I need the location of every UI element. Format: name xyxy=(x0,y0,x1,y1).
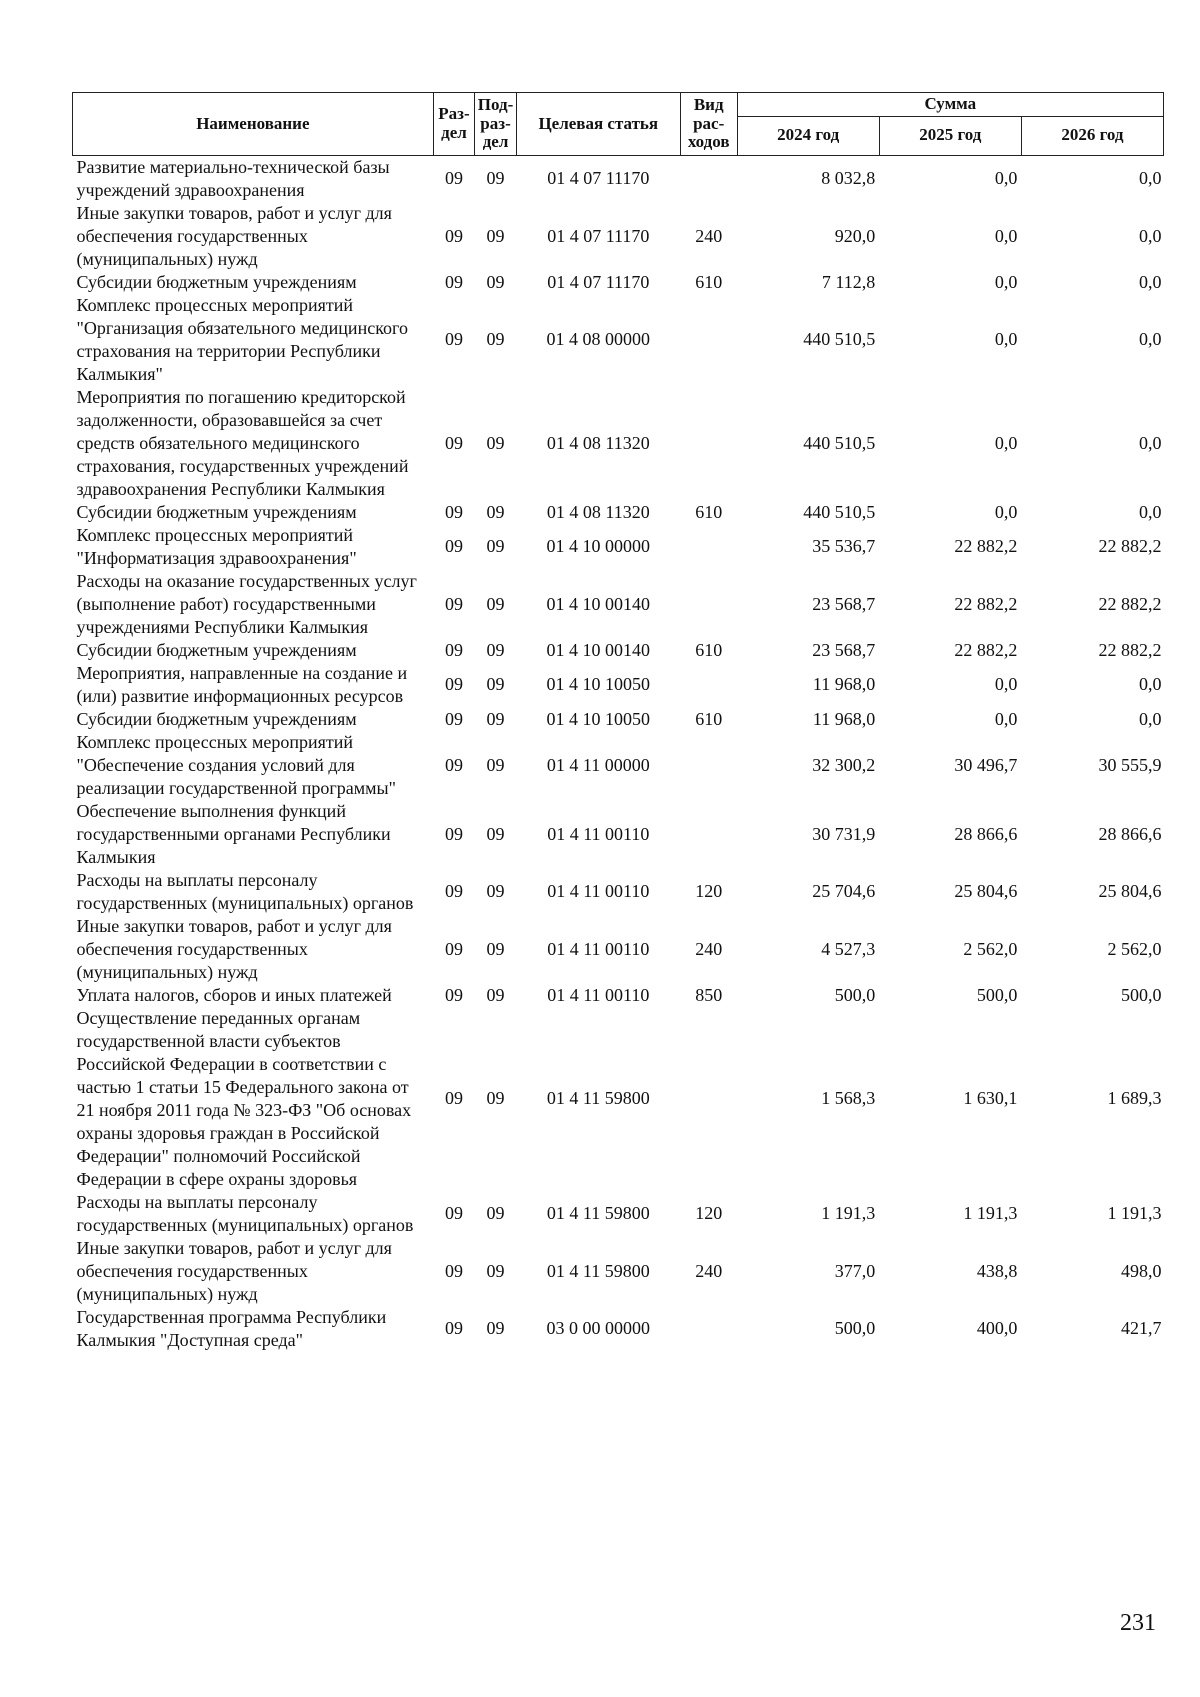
cell-sum-2026: 25 804,6 xyxy=(1098,881,1162,902)
cell-sum-2026: 2 562,0 xyxy=(1107,938,1162,959)
cell-sum-2025: 1 191,3 xyxy=(963,1203,1018,1224)
cell-sum-2026: 500,0 xyxy=(1121,984,1162,1005)
cell-name: Субсидии бюджетным учреждениям xyxy=(76,708,357,729)
cell-sum-2025: 0,0 xyxy=(994,708,1018,729)
cell-sum-2026: 0,0 xyxy=(1139,225,1162,246)
cell-sum-2025: 0,0 xyxy=(994,432,1018,453)
header-name: Наименование xyxy=(73,93,434,156)
table-row xyxy=(73,294,1164,386)
cell-vid-rashodov: 610 xyxy=(695,639,723,660)
cell-vid-rashodov xyxy=(680,1306,737,1352)
cell-sum-2026: 1 191,3 xyxy=(1107,1203,1162,1224)
cell-razdel: 09 xyxy=(445,938,463,959)
cell-sum-2024: 35 536,7 xyxy=(812,536,876,557)
cell-sum-2026: 498,0 xyxy=(1121,1260,1162,1281)
cell-sum-2025: 0,0 xyxy=(994,329,1018,350)
cell-podrazdel: 09 xyxy=(486,168,505,189)
cell-podrazdel: 09 xyxy=(486,593,505,614)
cell-podrazdel: 09 xyxy=(486,674,505,695)
cell-vid-rashodov xyxy=(680,524,737,570)
cell-sum-2025: 22 882,2 xyxy=(954,639,1018,660)
table-row xyxy=(73,1237,1164,1306)
cell-celevaya-statya: 01 4 10 10050 xyxy=(546,708,651,729)
table-row xyxy=(73,984,1164,1007)
cell-podrazdel: 09 xyxy=(486,501,505,522)
cell-name: Субсидии бюджетным учреждениям xyxy=(76,501,357,522)
cell-sum-2024: 23 568,7 xyxy=(812,593,876,614)
cell-celevaya-statya: 01 4 07 11170 xyxy=(547,168,650,189)
cell-sum-2025: 400,0 xyxy=(976,1318,1018,1339)
cell-sum-2026: 22 882,2 xyxy=(1098,536,1162,557)
cell-name: Субсидии бюджетным учреждениям xyxy=(76,271,357,292)
budget-document xyxy=(72,92,1164,1352)
cell-razdel: 09 xyxy=(445,1203,463,1224)
cell-razdel: 09 xyxy=(445,501,463,522)
cell-sum-2025: 0,0 xyxy=(994,168,1018,189)
cell-name: Расходы на выплаты персоналу государственных (муниципальных) органов xyxy=(76,1191,414,1235)
cell-celevaya-statya: 01 4 08 00000 xyxy=(546,329,651,350)
cell-sum-2025: 0,0 xyxy=(994,225,1018,246)
header-celevaya-statya: Целевая статья xyxy=(516,93,680,156)
cell-razdel: 09 xyxy=(445,674,463,695)
cell-vid-rashodov: 120 xyxy=(695,1203,723,1224)
cell-sum-2024: 30 731,9 xyxy=(812,823,876,844)
cell-vid-rashodov: 120 xyxy=(695,881,723,902)
cell-sum-2024: 25 704,6 xyxy=(812,881,876,902)
cell-sum-2025: 2 562,0 xyxy=(963,938,1018,959)
cell-name: Комплекс процессных мероприятий "Организация обязательного медицинского страхования на территории Республики Калмыкия" xyxy=(76,294,408,384)
cell-celevaya-statya: 01 4 11 59800 xyxy=(546,1203,650,1224)
cell-name: Комплекс процессных мероприятий "Обеспечение создания условий для реализации государственной программы" xyxy=(76,731,396,798)
table-row xyxy=(73,524,1164,570)
cell-name: Иные закупки товаров, работ и услуг для обеспечения государственных (муниципальных) нужд xyxy=(76,202,392,269)
cell-sum-2025: 0,0 xyxy=(994,674,1018,695)
cell-vid-rashodov: 240 xyxy=(695,225,723,246)
cell-celevaya-statya: 01 4 08 11320 xyxy=(546,501,650,522)
cell-sum-2024: 4 527,3 xyxy=(821,938,876,959)
table-row xyxy=(73,639,1164,662)
cell-name: Уплата налогов, сборов и иных платежей xyxy=(76,984,392,1005)
cell-podrazdel: 09 xyxy=(486,1203,505,1224)
cell-sum-2024: 1 568,3 xyxy=(821,1088,876,1109)
cell-celevaya-statya: 03 0 00 00000 xyxy=(546,1318,651,1339)
cell-sum-2026: 0,0 xyxy=(1139,432,1162,453)
cell-sum-2026: 0,0 xyxy=(1139,168,1162,189)
cell-razdel: 09 xyxy=(445,329,463,350)
table-row xyxy=(73,386,1164,501)
cell-celevaya-statya: 01 4 11 00110 xyxy=(547,881,650,902)
cell-celevaya-statya: 01 4 11 00000 xyxy=(546,754,650,775)
cell-podrazdel: 09 xyxy=(486,1260,505,1281)
table-row xyxy=(73,271,1164,294)
cell-name: Расходы на выплаты персоналу государственных (муниципальных) органов xyxy=(76,869,414,913)
cell-podrazdel: 09 xyxy=(486,1088,505,1109)
cell-sum-2026: 28 866,6 xyxy=(1098,823,1162,844)
cell-sum-2025: 28 866,6 xyxy=(954,823,1018,844)
cell-sum-2024: 440 510,5 xyxy=(803,432,876,453)
cell-sum-2024: 500,0 xyxy=(834,984,876,1005)
cell-razdel: 09 xyxy=(445,1260,463,1281)
cell-razdel: 09 xyxy=(445,271,463,292)
header-vid-rashodov: Вид рас-ходов xyxy=(680,93,737,156)
cell-name: Государственная программа Республики Калмыкия "Доступная среда" xyxy=(76,1306,387,1350)
cell-sum-2024: 920,0 xyxy=(834,225,876,246)
budget-table xyxy=(72,92,1164,1352)
cell-razdel: 09 xyxy=(445,168,463,189)
table-row xyxy=(73,800,1164,869)
cell-sum-2026: 0,0 xyxy=(1139,501,1162,522)
cell-sum-2026: 0,0 xyxy=(1139,329,1162,350)
cell-podrazdel: 09 xyxy=(486,225,505,246)
cell-podrazdel: 09 xyxy=(486,984,505,1005)
cell-sum-2024: 11 968,0 xyxy=(812,674,876,695)
cell-name: Мероприятия, направленные на создание и (или) развитие информационных ресурсов xyxy=(76,662,408,706)
table-row xyxy=(73,501,1164,524)
cell-podrazdel: 09 xyxy=(486,432,505,453)
cell-name: Расходы на оказание государственных услуг (выполнение работ) государственными учреждениями Республики Калмыкия xyxy=(76,570,417,637)
table-row xyxy=(73,570,1164,639)
cell-celevaya-statya: 01 4 08 11320 xyxy=(546,432,650,453)
cell-sum-2025: 0,0 xyxy=(994,271,1018,292)
cell-celevaya-statya: 01 4 10 00140 xyxy=(546,593,651,614)
cell-vid-rashodov: 240 xyxy=(695,1260,723,1281)
cell-razdel: 09 xyxy=(445,1088,463,1109)
cell-sum-2026: 22 882,2 xyxy=(1098,639,1162,660)
cell-podrazdel: 09 xyxy=(486,1318,505,1339)
header-year-2026: 2026 год xyxy=(1021,116,1163,155)
cell-sum-2024: 440 510,5 xyxy=(803,329,876,350)
cell-razdel: 09 xyxy=(445,593,463,614)
cell-celevaya-statya: 01 4 11 00110 xyxy=(547,823,650,844)
cell-podrazdel: 09 xyxy=(486,881,505,902)
cell-name: Иные закупки товаров, работ и услуг для обеспечения государственных (муниципальных) нужд xyxy=(76,1237,392,1304)
cell-sum-2025: 0,0 xyxy=(994,501,1018,522)
cell-podrazdel: 09 xyxy=(486,823,505,844)
cell-sum-2026: 0,0 xyxy=(1139,674,1162,695)
cell-vid-rashodov xyxy=(680,294,737,386)
cell-sum-2024: 23 568,7 xyxy=(812,639,876,660)
cell-podrazdel: 09 xyxy=(486,329,505,350)
cell-vid-rashodov xyxy=(680,1007,737,1191)
cell-vid-rashodov xyxy=(680,155,737,202)
cell-vid-rashodov: 850 xyxy=(695,984,723,1005)
cell-sum-2024: 7 112,8 xyxy=(821,271,876,292)
header-podrazdel: Под-раз-дел xyxy=(475,93,517,156)
cell-celevaya-statya: 01 4 10 00140 xyxy=(546,639,651,660)
table-row xyxy=(73,1007,1164,1191)
cell-razdel: 09 xyxy=(445,1318,463,1339)
cell-razdel: 09 xyxy=(445,639,463,660)
table-row xyxy=(73,202,1164,271)
cell-name: Развитие материально-технической базы учреждений здравоохранения xyxy=(76,156,390,200)
cell-razdel: 09 xyxy=(445,536,463,557)
cell-name: Мероприятия по погашению кредиторской задолженности, образовавшейся за счет средств обязательного медицинского страхования, государственных учреждений здравоохранения Республики Калмыкия xyxy=(76,386,409,499)
cell-podrazdel: 09 xyxy=(486,754,505,775)
cell-vid-rashodov xyxy=(680,386,737,501)
cell-sum-2026: 421,7 xyxy=(1121,1318,1162,1339)
cell-sum-2025: 22 882,2 xyxy=(954,593,1018,614)
cell-razdel: 09 xyxy=(445,984,463,1005)
cell-name: Обеспечение выполнения функций государственными органами Республики Калмыкия xyxy=(76,800,391,867)
cell-sum-2026: 0,0 xyxy=(1139,271,1162,292)
cell-vid-rashodov: 610 xyxy=(695,271,723,292)
cell-razdel: 09 xyxy=(445,754,463,775)
table-header xyxy=(73,93,1164,156)
cell-vid-rashodov: 610 xyxy=(695,501,723,522)
cell-razdel: 09 xyxy=(445,823,463,844)
cell-sum-2024: 377,0 xyxy=(834,1260,876,1281)
cell-vid-rashodov xyxy=(680,570,737,639)
cell-podrazdel: 09 xyxy=(486,639,505,660)
cell-celevaya-statya: 01 4 11 00110 xyxy=(547,984,650,1005)
cell-sum-2026: 0,0 xyxy=(1139,708,1162,729)
table-row xyxy=(73,708,1164,731)
cell-sum-2024: 500,0 xyxy=(834,1318,876,1339)
cell-sum-2026: 22 882,2 xyxy=(1098,593,1162,614)
cell-vid-rashodov xyxy=(680,731,737,800)
header-year-2025: 2025 год xyxy=(879,116,1021,155)
cell-sum-2024: 32 300,2 xyxy=(812,754,876,775)
cell-sum-2026: 1 689,3 xyxy=(1107,1088,1162,1109)
table-row xyxy=(73,155,1164,202)
table-row xyxy=(73,662,1164,708)
cell-celevaya-statya: 01 4 11 59800 xyxy=(546,1088,650,1109)
cell-razdel: 09 xyxy=(445,881,463,902)
cell-vid-rashodov: 610 xyxy=(695,708,723,729)
cell-celevaya-statya: 01 4 11 59800 xyxy=(546,1260,650,1281)
cell-vid-rashodov: 240 xyxy=(695,938,723,959)
cell-celevaya-statya: 01 4 07 11170 xyxy=(547,271,650,292)
cell-name: Осуществление переданных органам государственной власти субъектов Российской Федерации в соответствии с частью 1 статьи 15 Федерального закона от 21 ноября 2011 года № 323-ФЗ "Об основах охраны здоровья граждан в Российской Федерации" полномочий Российской Федерации в сфере охраны здоровья xyxy=(76,1007,412,1189)
cell-celevaya-statya: 01 4 10 10050 xyxy=(546,674,651,695)
cell-sum-2026: 30 555,9 xyxy=(1098,754,1162,775)
cell-celevaya-statya: 01 4 07 11170 xyxy=(547,225,650,246)
cell-sum-2025: 500,0 xyxy=(976,984,1018,1005)
header-summa: Сумма xyxy=(737,93,1163,117)
cell-name: Иные закупки товаров, работ и услуг для обеспечения государственных (муниципальных) нужд xyxy=(76,915,392,982)
cell-podrazdel: 09 xyxy=(486,536,505,557)
table-row xyxy=(73,915,1164,984)
page-number: 231 xyxy=(1120,1610,1156,1636)
cell-vid-rashodov xyxy=(680,800,737,869)
cell-celevaya-statya: 01 4 10 00000 xyxy=(546,536,651,557)
cell-vid-rashodov xyxy=(680,662,737,708)
cell-sum-2024: 11 968,0 xyxy=(812,708,876,729)
cell-sum-2024: 1 191,3 xyxy=(821,1203,876,1224)
table-row xyxy=(73,869,1164,915)
table-row xyxy=(73,1306,1164,1352)
cell-podrazdel: 09 xyxy=(486,271,505,292)
cell-sum-2025: 25 804,6 xyxy=(954,881,1018,902)
cell-razdel: 09 xyxy=(445,225,463,246)
cell-sum-2025: 1 630,1 xyxy=(963,1088,1018,1109)
header-razdel: Раз-дел xyxy=(433,93,475,156)
cell-razdel: 09 xyxy=(445,708,463,729)
cell-razdel: 09 xyxy=(445,432,463,453)
cell-celevaya-statya: 01 4 11 00110 xyxy=(547,938,650,959)
cell-name: Субсидии бюджетным учреждениям xyxy=(76,639,357,660)
cell-sum-2025: 30 496,7 xyxy=(954,754,1018,775)
cell-sum-2025: 22 882,2 xyxy=(954,536,1018,557)
cell-sum-2025: 438,8 xyxy=(976,1260,1018,1281)
table-row xyxy=(73,1191,1164,1237)
table-row xyxy=(73,731,1164,800)
cell-sum-2024: 8 032,8 xyxy=(821,168,876,189)
cell-sum-2024: 440 510,5 xyxy=(803,501,876,522)
cell-podrazdel: 09 xyxy=(486,708,505,729)
cell-podrazdel: 09 xyxy=(486,938,505,959)
cell-name: Комплекс процессных мероприятий "Информатизация здравоохранения" xyxy=(76,524,357,568)
header-year-2024: 2024 год xyxy=(737,116,879,155)
table-body xyxy=(73,155,1164,1352)
